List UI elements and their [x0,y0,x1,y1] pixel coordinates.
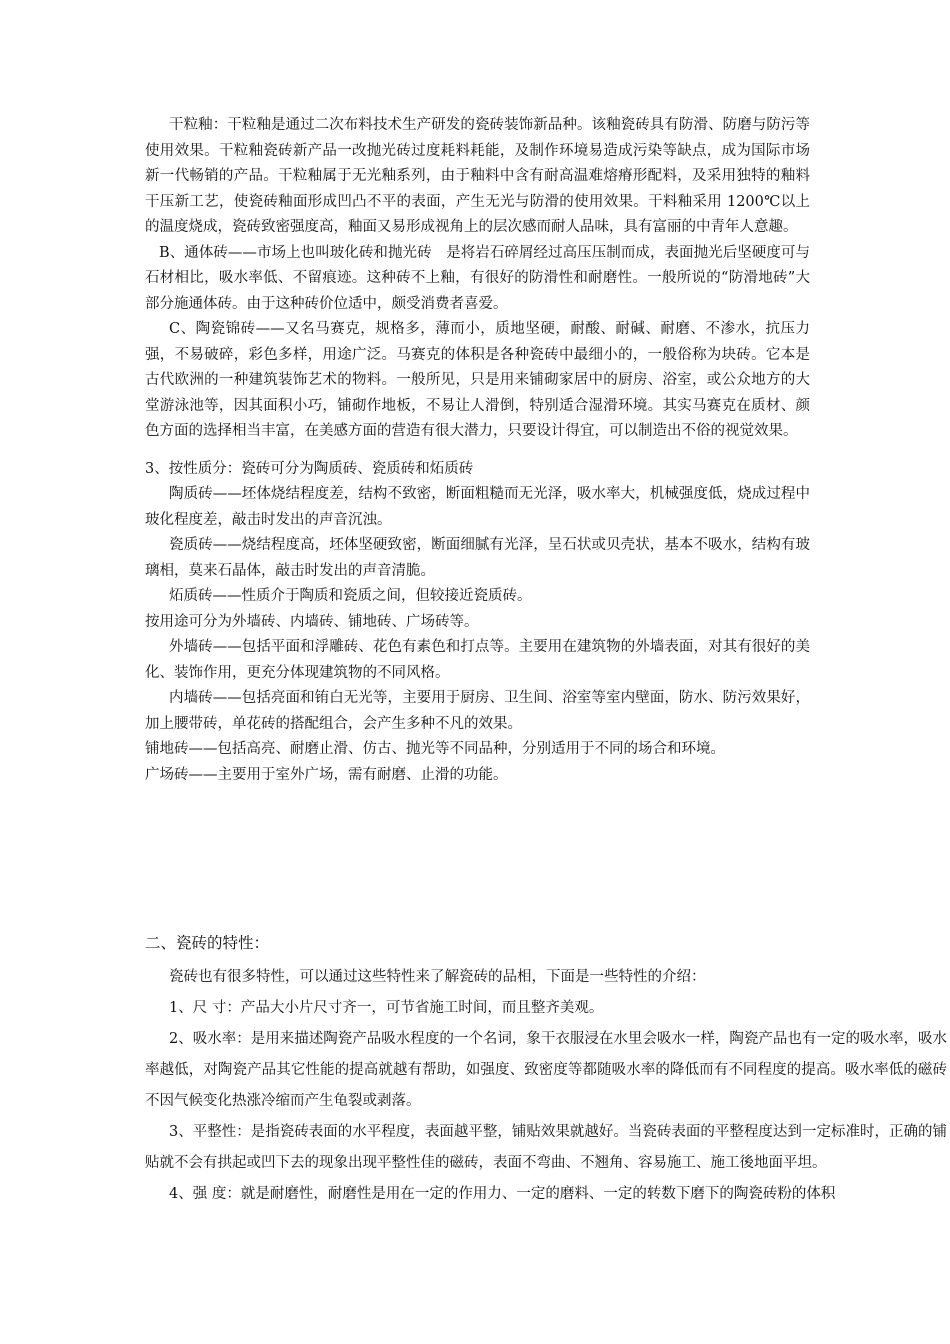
paragraph-mosaic-tile: C、陶瓷锦砖——又名马赛克，规格多，薄而小，质地坚硬，耐酸、耐碱、耐磨、不渗水，抗压力强，不易破碎，彩色多样，用途广泛。马赛克的体积是各种瓷砖中最细小的，一般俗称为块砖。它本是古代欧洲的一种建筑装饰艺术的物料。一般所见，只是用来铺砌家居中的厨房、浴室，或公众地方的大堂游泳池等，因其面积小巧，铺砌作地板，不易让人滑倒，特别适合湿滑环境。其实马赛克在质材、颜色方面的选择相当丰富，在美感方面的营造有很大潜力，只要设计得宜，可以制造出不俗的视觉效果。 [145,321,810,439]
section-heading-characteristics: 二、瓷砖的特性： [145,934,270,952]
paragraph-spacer [145,445,810,457]
paragraph-strength: 4、强 度：就是耐磨性，耐磨性是用在一定的作用力、一定的磨料、一定的转数下磨下的陶瓷砖粉的体积 [169,1186,836,1202]
paragraph-flatness: 3、平整性：是指瓷砖表面的水平程度，表面越平整，铺贴效果就越好。当瓷砖表面的平整程度达到一定标准时，正确的铺贴就不会有拱起或凹下去的现象出现平整性佳的磁砖，表面不弯曲、不翘角、容易施工、施工後地面平坦。 [145,1124,947,1171]
paragraph-characteristics-intro: 瓷砖也有很多特性，可以通过这些特性来了解瓷砖的品相，下面是一些特性的介绍： [169,969,706,985]
paragraph-earthenware-tile: 陶质砖——坯体烧结程度差，结构不致密，断面粗糙而无光泽，吸水率大，机械强度低，烧成过程中玻化程度差，敲击时发出的声音沉浊。 [145,486,810,528]
paragraph-by-nature-heading: 3、按性质分：瓷砖可分为陶质砖、瓷质砖和炻质砖 [145,460,474,477]
paragraph-exterior-wall-tile: 外墙砖——包括平面和浮雕砖、花色有素色和打点等。主要用在建筑物的外墙表面，对其有很好的美化、装饰作用，更充分体现建筑物的不同风格。 [145,639,810,681]
paragraph-size: 1、尺 寸：产品大小片尺寸齐一，可节省施工时间，而且整齐美观。 [169,1000,604,1016]
paragraph-stoneware-tile: 炻质砖——性质介于陶质和瓷质之间，但较接近瓷质砖。 [169,588,532,604]
paragraph-full-body-tile: B、通体砖——市场上也叫玻化砖和抛光砖 是将岩石碎屑经过高压压制而成，表面抛光后坚硬度可与石材相比，吸水率低、不留痕迹。这种砖不上釉，有很好的防滑性和耐磨性。一般所说的“防滑地砖”大部分施通体砖。由于这种砖价位适中，颇受消费者喜爱。 [145,244,810,312]
paragraph-plaza-tile: 广场砖——主要用于室外广场，需有耐磨、止滑的功能。 [145,766,508,783]
paragraph-by-use-heading: 按用途可分为外墙砖、内墙砖、铺地砖、广场砖等。 [145,613,479,630]
paragraph-dry-glaze: 干粒釉：干粒釉是通过二次布料技术生产研发的瓷砖装饰新品种。该釉瓷砖具有防滑、防磨与防污等使用效果。干粒釉瓷砖新产品一改抛光砖过度耗料耗能，及制作环境易造成污染等缺点，成为国际市场新一代畅销的产品。干粒釉属于无光釉系列，由于釉料中含有耐高温难熔瘠形配料，及采用独特的釉料干压新工艺，使瓷砖釉面形成凹凸不平的表面，产生无光与防滑的使用效果。干料釉采用 1200℃以上的温度烧成，瓷砖致密强度高，釉面又易形成视角上的层次感而耐人品味，具有富丽的中青年人意趣。 [145,117,810,235]
paragraph-interior-wall-tile: 内墙砖——包括亮面和铕白无光等，主要用于厨房、卫生间、浴室等室内壁面，防水、防污效果好，加上腰带砖，单花砖的搭配组合，会产生多种不凡的效果。 [145,690,810,732]
tile-types-section [145,113,810,788]
paragraph-porcelain-tile: 瓷质砖——烧结程度高，坯体坚硬致密，断面细腻有光泽，呈石状或贝壳状，基本不吸水，结构有玻璃相，莫来石晶体，敲击时发出的声音清脆。 [145,537,810,579]
paragraph-water-absorption: 2、吸水率：是用来描述陶瓷产品吸水程度的一个名词，象干衣服浸在水里会吸水一样，陶瓷产品也有一定的吸水率，吸水率越低，对陶瓷产品其它性能的提高就越有帮助，如强度、致密度等都随吸水率的降低而有不同程度的提高。吸水率低的磁砖不因气候变化热涨冷缩而产生龟裂或剥落。 [145,1031,947,1109]
paragraph-floor-tile: 铺地砖——包括高亮、耐磨止滑、仿古、抛光等不同品种，分别适用于不同的场合和环境。 [145,741,725,757]
tile-characteristics-section [145,962,947,1210]
